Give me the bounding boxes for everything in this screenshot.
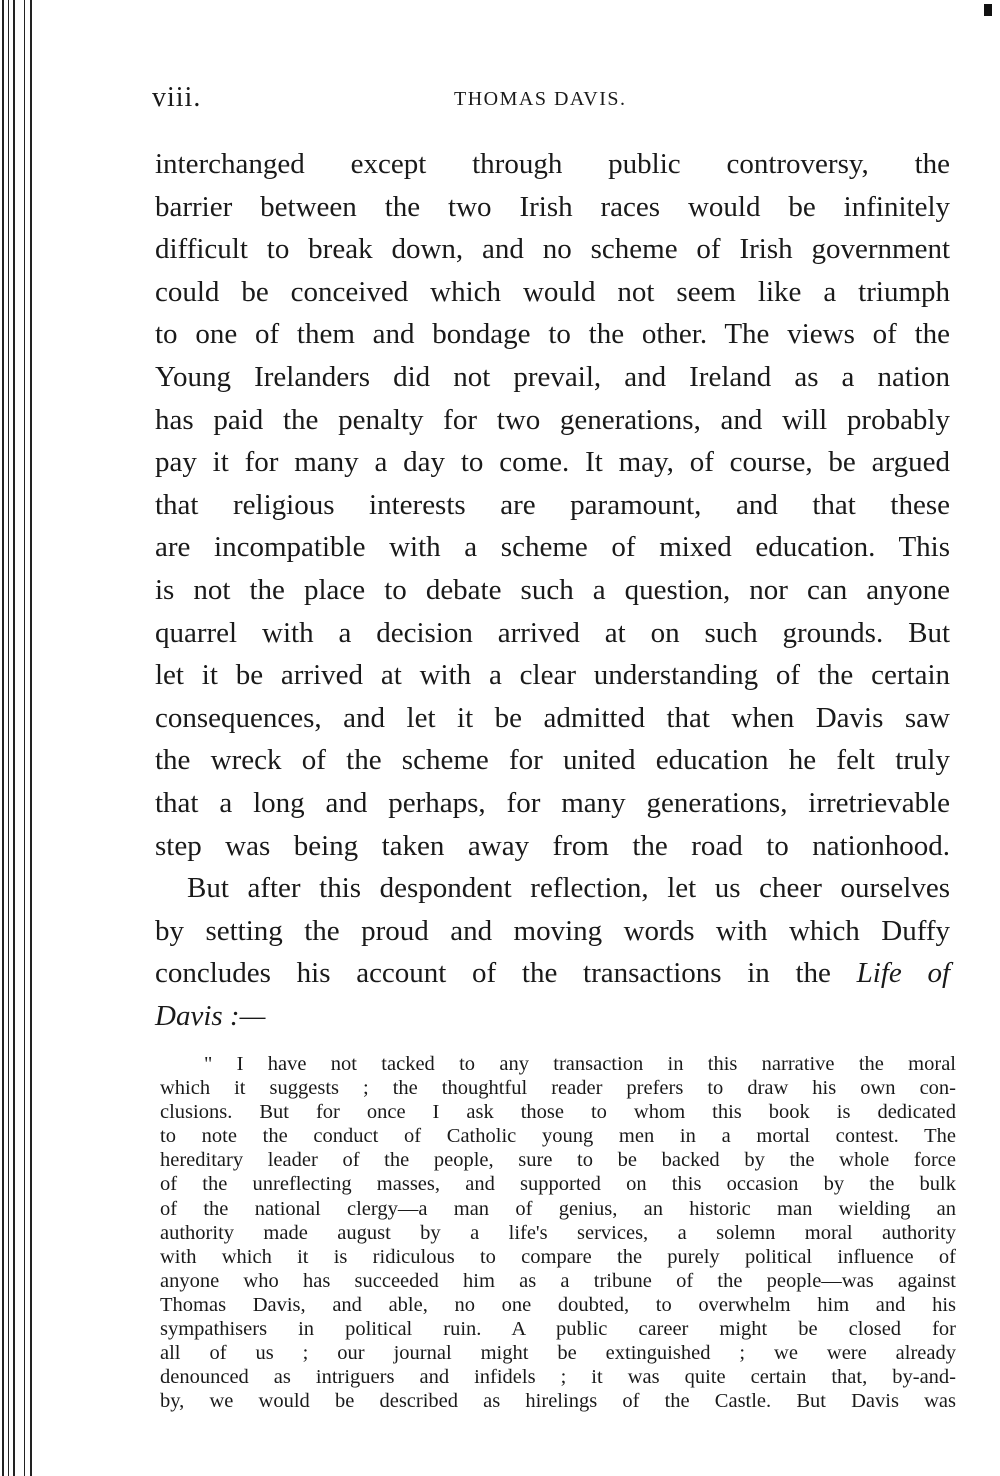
book-title-italic: Life of: [856, 957, 951, 990]
body-line: consequences, and let it be admitted that when Davis saw: [155, 701, 950, 734]
body-line: let it be arrived at with a clear understanding of the certain: [155, 659, 950, 692]
body-line: that religious interests are paramount, and that these: [155, 488, 950, 521]
body-line: But after this despondent reflection, let us cheer ourselves: [187, 872, 950, 905]
block-quotation: [160, 1052, 956, 1413]
quote-line: authority made august by a life's services, a solemn moral authority: [160, 1221, 956, 1244]
body-line: is not the place to debate such a question, nor can anyone: [155, 573, 950, 606]
body-line: are incompatible with a scheme of mixed education. This: [155, 531, 950, 564]
page-number: viii.: [152, 82, 202, 113]
binding-rule: [24, 0, 25, 1476]
body-line: quarrel with a decision arrived at on such grounds. But: [155, 616, 950, 649]
body-line: Young Irelanders did not prevail, and Ireland as a nation: [155, 360, 950, 393]
body-line: could be conceived which would not seem like a triumph: [155, 275, 950, 308]
body-line: difficult to break down, and no scheme of Irish government: [155, 233, 950, 266]
quote-line: Thomas Davis, and able, no one doubted, to overwhelm him and his: [160, 1293, 956, 1316]
quote-line: all of us ; our journal might be extinguished ; we were already: [160, 1342, 956, 1365]
body-line: to one of them and bondage to the other. The views of the: [155, 318, 950, 351]
running-head: [152, 82, 952, 122]
running-title: THOMAS DAVIS.: [454, 88, 627, 110]
body-text: [155, 143, 950, 1037]
body-line: barrier between the two Irish races would be infinitely: [155, 190, 950, 223]
binding-rule: [30, 0, 32, 1476]
quote-line: hereditary leader of the people, sure to be backed by the whole force: [160, 1149, 956, 1172]
binding-rule: [8, 0, 9, 1476]
quote-line: of the unreflecting masses, and supported on this occasion by the bulk: [160, 1173, 956, 1196]
body-line: has paid the penalty for two generations, and will probably: [155, 403, 950, 436]
quote-line: clusions. But for once I ask those to whom this book is dedicated: [160, 1101, 956, 1124]
quote-line: " I have not tacked to any transaction in this narrative the moral: [204, 1053, 956, 1075]
body-line-text: concludes his account of the transactions in the: [155, 957, 831, 990]
body-line: interchanged except through public controversy, the: [155, 148, 950, 180]
body-line: by setting the proud and moving words with which Duffy: [155, 914, 950, 947]
quote-line: which it suggests ; the thoughtful reader prefers to draw his own con-: [160, 1077, 956, 1100]
body-line: that a long and perhaps, for many generations, irretrievable: [155, 786, 950, 819]
page-binding-edge: [0, 0, 34, 1476]
quote-line: anyone who has succeeded him as a tribune of the people—was against: [160, 1269, 956, 1292]
body-line: the wreck of the scheme for united education he felt truly: [155, 744, 950, 777]
binding-rule: [2, 0, 4, 1476]
book-title-italic-end: Davis :—: [155, 999, 266, 1032]
scan-corner-mark: [984, 4, 992, 16]
body-line-with-title: [155, 952, 950, 995]
quote-line: of the national clergy—a man of genius, an historic man wielding an: [160, 1197, 956, 1220]
quote-line: to note the conduct of Catholic young men in a mortal contest. The: [160, 1125, 956, 1148]
quote-line: by, we would be described as hirelings of the Castle. But Davis was: [160, 1390, 956, 1413]
quote-line: denounced as intriguers and infidels ; it was quite certain that, by-and-: [160, 1366, 956, 1389]
quote-line: with which it is ridiculous to compare the purely political influence of: [160, 1245, 956, 1268]
binding-rule: [13, 0, 15, 1476]
body-line: pay it for many a day to come. It may, of course, be argued: [155, 446, 950, 479]
body-line: [155, 995, 950, 1038]
body-line: step was being taken away from the road to nationhood.: [155, 829, 950, 862]
quote-line: sympathisers in political ruin. A public career might be closed for: [160, 1318, 956, 1341]
